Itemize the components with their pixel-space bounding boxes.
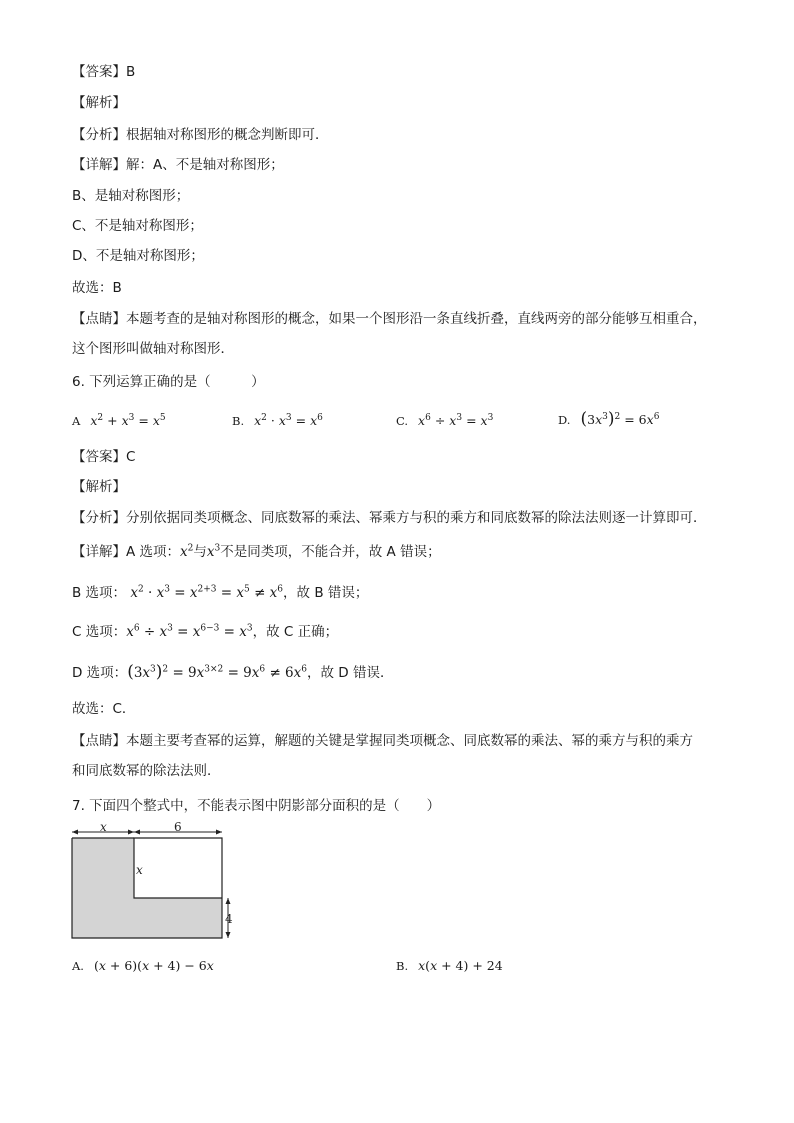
answer-value: C [126,449,136,465]
detail-prefix: B 选项： [72,585,127,601]
answer-tag: 【答案】 [72,449,126,465]
q5-comment-line2: 这个图形叫做轴对称图形． [72,341,234,357]
q5-fenxi-line [72,125,329,145]
q7-figure [64,822,254,942]
q5-choose: 故选：B [72,280,122,296]
label-top-6: 6 [174,822,182,834]
label-top-x: x [100,822,107,834]
q6-option-a: A $x^2 + x^3 = x^5$ [72,412,166,428]
arrow-head [226,898,231,904]
fenxi-tag: 【分析】 [72,127,126,143]
comment-tag: 【点睛】 [72,733,126,749]
label-inner-x: x [136,863,143,877]
q6-comment-line1 [72,731,693,751]
q5-analysis-tag: 【解析】 [72,95,126,111]
option-label: A [72,414,81,428]
detail-suffix: 不是同类项，不能合并，故 A 错误； [220,544,441,560]
q6-option-b: B. $x^2 \cdot x^3 = x^6$ [232,412,323,428]
q7-option-b: B. x(x + 4) + 24 [396,958,503,973]
q6-option-d: D. $(3x^3)^2 = 6x^6$ [558,409,660,429]
answer-tag: 【答案】 [72,64,126,80]
comment-tag: 【点睛】 [72,311,126,327]
q5-answer-line [72,62,135,82]
q5-detail-line [72,155,284,175]
arrow-head [134,830,140,835]
label-right-4: 4 [225,912,233,926]
detail-prefix: A 选项： [126,544,181,560]
detail-text: 解：A、不是轴对称图形； [126,157,284,173]
arrow-head [128,830,134,835]
option-label: D. [558,413,571,427]
option-label: C. [396,414,409,428]
q6-detail-a: 【详解】A 选项：$x^2$与$x^3$不是同类项，不能合并，故 A 错误； [72,543,441,560]
detail-suffix: ，故 C 正确； [252,624,339,640]
detail-prefix: C 选项： [72,624,127,640]
detail-tag: 【详解】 [72,157,126,173]
q6-detail-d: D 选项：$(3x^3)^2 = 9x^{3\times 2} = 9x^6 \ne 6x^6$，故 D 错误． [72,662,394,682]
detail-suffix: ，故 B 错误； [283,585,369,601]
shaded-region [72,838,222,938]
q7-stem: 7. 下面四个整式中，不能表示图中阴影部分面积的是（ ） [72,798,441,814]
q5-line-b: B、是轴对称图形； [72,188,190,204]
q5-line-d: D、不是轴对称图形； [72,248,204,264]
arrow-head [216,830,222,835]
arrow-head [226,932,231,938]
q6-fenxi-line [72,508,707,528]
fenxi-text: 根据轴对称图形的概念判断即可． [126,127,329,143]
q6-analysis-tag: 【解析】 [72,479,126,495]
q6-answer-line [72,447,135,467]
detail-suffix: ，故 D 错误． [307,665,394,681]
detail-tag: 【详解】 [72,544,126,560]
option-label: B. [232,414,245,428]
detail-prefix: D 选项： [72,665,128,681]
comment-text: 本题考查的是轴对称图形的概念，如果一个图形沿一条直线折叠，直线两旁的部分能够互相重合， [126,311,707,327]
q6-stem: 6. 下列运算正确的是（ ） [72,374,265,390]
fenxi-text: 分别依据同类项概念、同底数幂的乘法、幂乘方与积的乘方和同底数幂的除法法则逐一计算即可． [126,510,707,526]
option-label: A. [72,959,84,973]
fenxi-tag: 【分析】 [72,510,126,526]
q6-option-c: C. $x^6 \div x^3 = x^3$ [396,412,494,428]
q6-detail-b: B 选项： $x^2 \cdot x^3 = x^{2+3} = x^5 \ne x^6$，故 B 错误； [72,584,369,601]
q5-comment-line1 [72,309,707,329]
detail-mid: 与 [193,544,207,560]
q5-line-c: C、不是轴对称图形； [72,218,203,234]
q6-detail-c: C 选项：$x^6 \div x^3 = x^{6-3} = x^3$，故 C 正确； [72,623,339,640]
q6-comment-line2: 和同底数幂的除法法则． [72,763,221,779]
comment-text: 本题主要考查幂的运算，解题的关键是掌握同类项概念、同底数幂的乘法、幂的乘方与积的乘方 [126,733,693,749]
q7-option-a: A. (x + 6)(x + 4) − 6x [72,958,214,973]
q6-choose: 故选：C． [72,701,136,717]
answer-value: B [126,64,136,80]
arrow-head [72,830,78,835]
option-label: B. [396,959,409,973]
